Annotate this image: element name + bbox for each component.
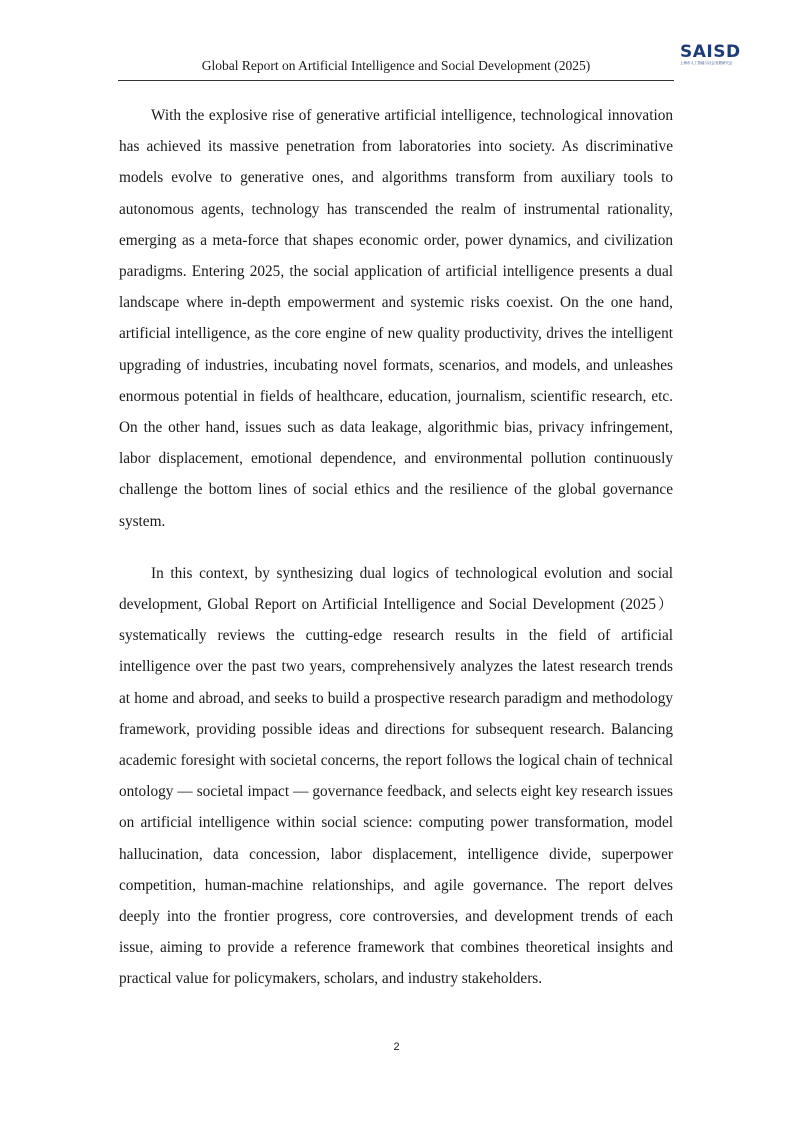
main-content — [119, 100, 673, 995]
saisd-logo — [680, 44, 746, 74]
header-divider — [118, 80, 674, 81]
body-paragraph-2: In this context, by synthesizing dual logics of technological evolution and social development, Global Report on Artificial Intelligence and Social Development (2025） systematically reviews the cutting-edge research results in the field of artificial intelligence over the past two years, comprehensively analyzes the latest research trends at home and abroad, and seeks to build a prospective research paradigm and methodology framework, providing possible ideas and directions for subsequent research. Balancing academic foresight with societal concerns, the report follows the logical chain of technical ontology — societal impact — governance feedback, and selects eight key research issues on artificial intelligence within social science: computing power transformation, model hallucination, data concession, labor displacement, intelligence divide, superpower competition, human-machine relationships, and agile governance. The report delves deeply into the frontier progress, core controversies, and development trends of each issue, aiming to provide a reference framework that combines theoretical insights and practical value for policymakers, scholars, and industry stakeholders. — [119, 564, 673, 988]
page-number: 2 — [393, 1041, 400, 1053]
body-paragraph-1: With the explosive rise of generative artificial intelligence, technological innovation has achieved its massive penetration from laboratories into society. As discriminative models evolve to generative ones, and algorithms transform from auxiliary tools to autonomous agents, technology has transcended the realm of instrumental rationality, emerging as a meta-force that shapes economic order, power dynamics, and civilization paradigms. Entering 2025, the social application of artificial intelligence presents a dual landscape where in-depth empowerment and systemic risks coexist. On the one hand, artificial intelligence, as the core engine of new quality productivity, drives the intelligent upgrading of industries, incubating novel formats, scenarios, and models, and unleashes enormous potential in fields of healthcare, education, journalism, scientific research, etc. On the other hand, issues such as data leakage, algorithmic bias, privacy infringement, labor displacement, emotional dependence, and environmental pollution continuously challenge the bottom lines of social ethics and the resilience of the global governance system. — [119, 107, 673, 530]
logo-wordmark: SAISD — [680, 42, 741, 62]
logo-subtitle: 上海市人工智能与社会发展研究会 — [680, 61, 733, 65]
running-header-title: Global Report on Artificial Intelligence and Social Development (2025) — [201, 58, 591, 73]
